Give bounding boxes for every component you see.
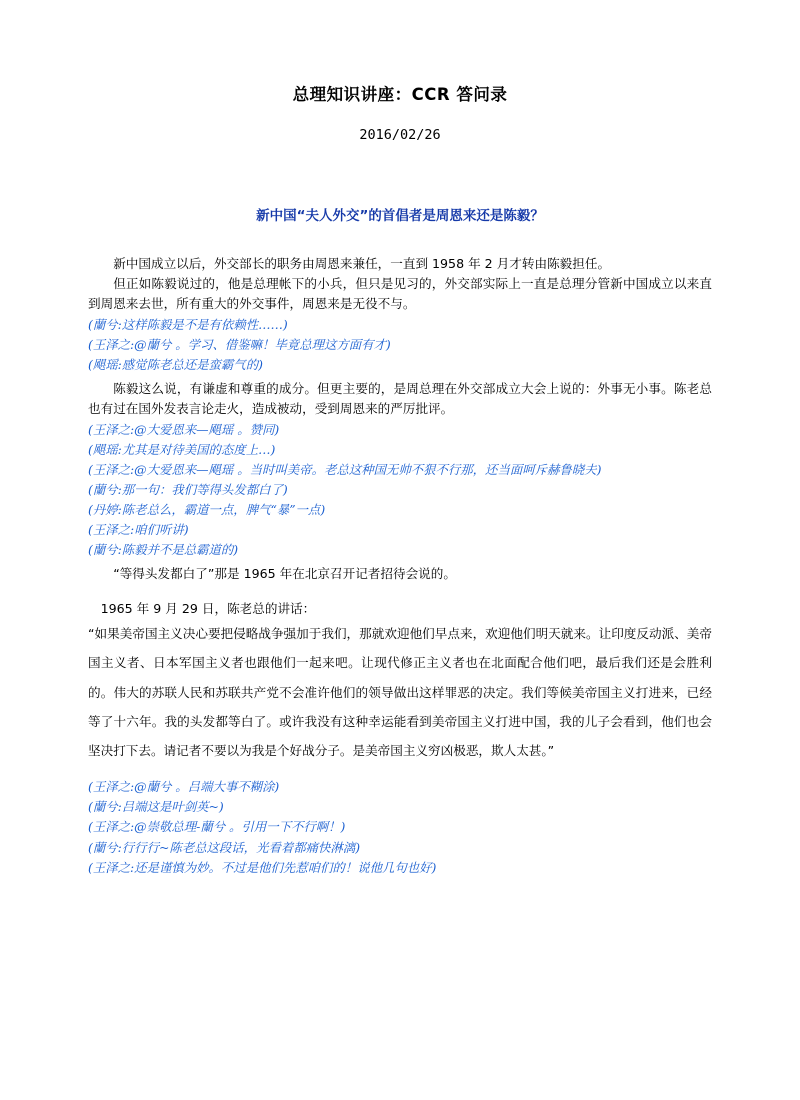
chat-line: (蘭兮:行行行~陈老总这段话，光看着都痛快淋漓) [88,839,361,855]
chat-line: (蘭兮:陈毅并不是总霸道的) [88,542,239,558]
chat-line: (飓瑶:尤其是对待美国的态度上…) [88,441,276,457]
chat-line: (蘭兮:那一句：我们等得头发都白了) [88,482,288,498]
chat-line: (王泽之:咱们听讲) [88,522,189,538]
paragraph: 但正如陈毅说过的，他是总理帐下的小兵，但只是见习的，外交部实际上一直是总理分管新中国成立以来直到周恩来去世，所有重大的外交事件，周恩来是无役不与。 [88,275,712,312]
chat-line: (王泽之:@蘭兮 。吕端大事不糊涂) [88,779,280,795]
chat-line: (王泽之:@蘭兮 。学习、借鉴嘛！毕竟总理这方面有才) [88,336,391,352]
document-date: 2016/02/26 [359,127,441,143]
chat-line: (王泽之:@大爱恩来—飓瑶 。赞同) [88,421,280,437]
paragraph: 新中国成立以后，外交部长的职务由周恩来兼任，一直到 1958 年 2 月才转由陈毅担任。 [113,255,611,271]
chat-line: (蘭兮:吕端这是叶剑英~) [88,799,224,815]
chat-line: (王泽之:@大爱恩来—飓瑶 。当时叫美帝。老总这种国无帅不狠不行那，还当面呵斥赫鲁晓夫) [88,461,602,477]
chat-line: (王泽之:还是谨慎为妙。不过是他们先惹咱们的！说他几句也好) [88,859,437,875]
quotation-block [88,599,712,765]
chat-line: (飓瑶:感觉陈老总还是蛮霸气的) [88,356,263,372]
chat-transcript-tail [88,777,712,877]
chat-line: (蘭兮:这样陈毅是不是有依赖性……) [88,316,288,332]
document-body [88,254,712,878]
chat-line: (王泽之:@崇敬总理-蘭兮 。引用一下不行啊！) [88,819,346,835]
paragraph: “等得头发都白了”那是 1965 年在北京召开记者招待会说的。 [113,566,456,582]
section-heading: 新中国“夫人外交”的首倡者是周恩来还是陈毅？ [256,207,544,224]
quotation-text: “如果美帝国主义决心要把侵略战争强加于我们，那就欢迎他们早点来，欢迎他们明天就来。让印度反动派、美帝国主义者、日本军国主义者也跟他们一起来吧。让现代修正主义者也在北面配合他们吧，最后我们还是会胜利的。伟大的苏联人民和苏联共产党不会准许他们的领导做出这样罪恶的决定。我们等候美帝国主义打进来，已经等了十六年。我的头发都等白了。或许我没有这种幸运能看到美帝国主义打进中国，我的儿子会看到，他们也会坚决打下去。请记者不要以为我是个好战分子。是美帝国主义穷凶极恶，欺人太甚。” [88,626,712,759]
paragraph: 陈毅这么说，有谦虚和尊重的成分。但更主要的，是周总理在外交部成立大会上说的：外事无小事。陈老总也有过在国外发表言论走火，造成被动，受到周恩来的严厉批评。 [88,380,712,417]
quotation-lead-in: 1965 年 9 月 29 日，陈老总的讲话： [100,600,316,616]
page-title: 总理知识讲座：CCR 答问录 [292,85,508,104]
chat-line: (丹婷:陈老总么，霸道一点，脾气“暴”一点) [88,502,326,518]
